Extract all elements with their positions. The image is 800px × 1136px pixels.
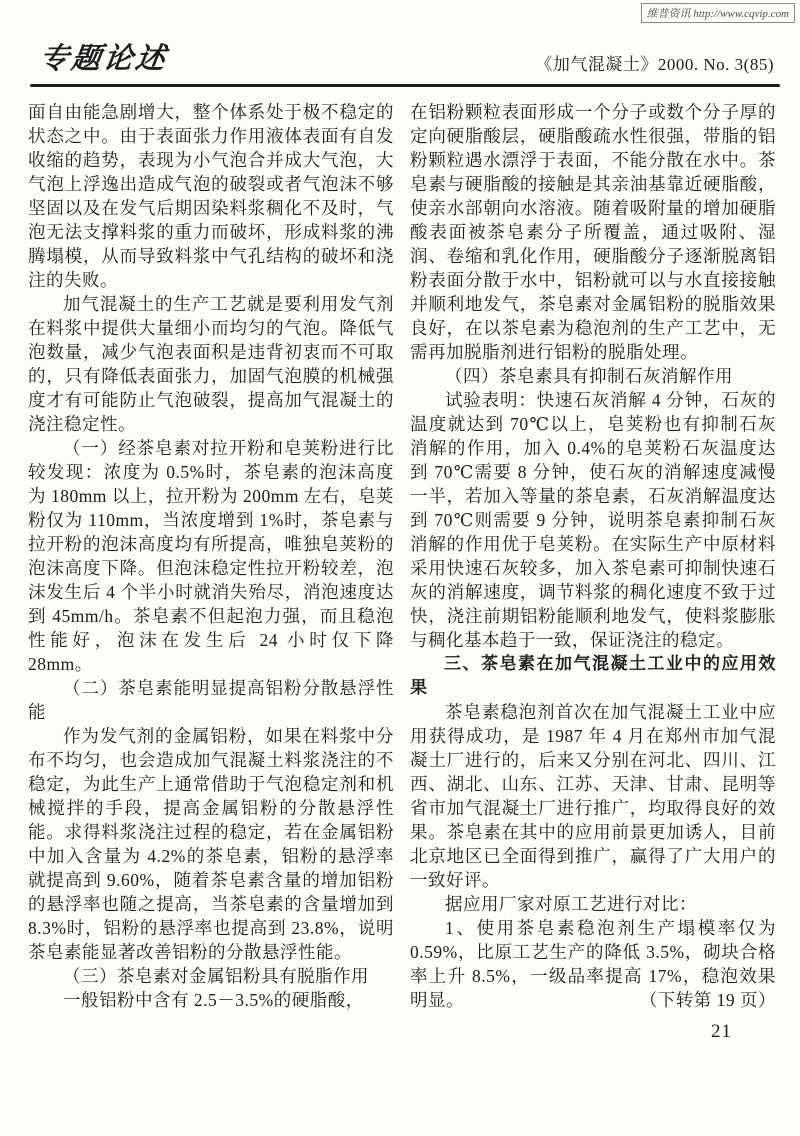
page-number: 21 <box>711 1021 732 1042</box>
body-paragraph: 作为发气剂的金属铝粉，如果在料浆中分布不均匀，也会造成加气混凝土料浆浇注的不稳定，为此生产上通常借助于气泡稳定剂和机械搅拌的手段，提高金属铝粉的分散悬浮性能。求得料浆浇注过程的稳定，若在金属铝粉中加入含量为 4.2%的茶皂素，铝粉的悬浮率就提高到 9.60%，随着茶皂素含量的增加铝粉的悬浮率也随之提高，当茶皂素的含量增加到 8.3%时，铝粉的悬浮率也提高到 23.8%，说明茶皂素能显著改善铝粉的分散悬浮性能。 <box>28 726 394 962</box>
body-paragraph: 试验表明：快速石灰消解 4 分钟，石灰的温度就达到 70℃以上，皂荚粉也有抑制石灰消解的作用，加入 0.4%的皂荚粉石灰温度达到 70℃需要 8 分钟，使石灰的消解速度减慢一半，若加入等量的茶皂素，石灰消解温度达到 70℃则需要 9 分钟，说明茶皂素抑制石灰消解的作用优于皂荚粉。在实际生产中原材料采用快速石灰较多，加入茶皂素可抑制快速石灰的消解速度，调节料浆的稠化速度不致于过快，浇注前期铝粉能顺利地发气，使料浆膨胀与稠化基本趋于一致，保证浇注的稳定。 <box>410 390 776 650</box>
subsection-heading-3: （三）茶皂素对金属铝粉具有脱脂作用 <box>63 966 369 986</box>
continuation-note: （下转第 19 页） <box>639 990 776 1010</box>
body-paragraph: 据应用厂家对原工艺进行对比： <box>445 894 697 914</box>
subsection-heading-2: （二）茶皂素能明显提高铝粉分散悬浮性能 <box>28 678 394 722</box>
left-column <box>28 100 394 1044</box>
body-paragraph <box>410 916 776 1012</box>
two-column-body <box>0 87 800 1044</box>
body-paragraph: 茶皂素稳泡剂首次在加气混凝土工业中应用获得成功，是 1987 年 4 月在郑州市加气混凝土厂进行的，后来又分别在河北、四川、江西、湖北、山东、江苏、天津、甘肃、昆明等省市加气混凝土厂进行推广，均取得良好的效果。茶皂素在其中的应用前景更加诱人，目前北京地区已全面得到推广，赢得了广大用户的一致好评。 <box>410 702 776 890</box>
body-paragraph: 面自由能急剧增大，整个体系处于极不稳定的状态之中。由于表面张力作用液体表面有自发收缩的趋势，表现为小气泡合并成大气泡，大气泡上浮逸出造成气泡的破裂或者气泡沫不够坚固以及在发气后期因染料浆稠化不及时，气泡无法支撑料浆的重力而破坏，形成料浆的沸腾塌模，从而导致料浆中气孔结构的破坏和浇注的失败。 <box>28 102 394 290</box>
journal-issue-info: 《加气混凝土》2000. No. 3(85) <box>535 55 774 74</box>
subsection-heading-4: （四）茶皂素具有抑制石灰消解作用 <box>445 366 733 386</box>
right-column <box>410 100 776 1044</box>
body-paragraph: 在铝粉颗粒表面形成一个分子或数个分子厚的定向硬脂酸层，硬脂酸疏水性很强，带脂的铝粉颗粒遇水漂浮于表面，不能分散在水中。茶皂素与硬脂酸的接触是其亲油基靠近硬脂酸，使亲水部朝向水溶液。随着吸附量的增加硬脂酸表面被茶皂素分子所覆盖，通过吸附、湿润、卷缩和乳化作用，硬脂酸分子逐渐脱离铝粉表面分散于水中，铝粉就可以与水直接接触并顺利地发气，茶皂素对金属铝粉的脱脂效果良好，在以茶皂素为稳泡剂的生产工艺中，无需再加脱脂剂进行铝粉的脱脂处理。 <box>410 102 776 362</box>
body-paragraph: 一般铝粉中含有 2.5－3.5%的硬脂酸， <box>63 990 364 1010</box>
body-paragraph: 加气混凝土的生产工艺就是要利用发气剂在料浆中提供大量细小而均匀的气泡。降低气泡数量，减少气泡表面积是违背初衷而不可取的，只有降低表面张力，加固气泡膜的机械强度才有可能防止气泡破裂，提高加气混凝土的浇注稳定性。 <box>28 294 394 434</box>
section-heading-3: 三、茶皂素在加气混凝土工业中的应用效果 <box>410 654 776 698</box>
body-paragraph-text: 1、使用茶皂素稳泡剂生产塌模率仅为 0.59%，比原工艺生产的降低 3.5%，砌块合格率上升 8.5%，一级品率提高 17%，稳泡效果明显。 <box>410 918 776 1010</box>
column-section-label: 专题论述 <box>37 43 170 75</box>
body-paragraph: （一）经茶皂素对拉开粉和皂荚粉进行比较发现：浓度为 0.5%时，茶皂素的泡沫高度为 180mm 以上，拉开粉为 200mm 左右，皂荚粉仅为 110mm，当浓度增到 1%时，茶皂素与拉开粉的泡沫高度均有所提高，唯独皂荚粉的泡沫高度下降。但泡沫稳定性拉开粉较差，泡沫发生后 4 个半小时就消失殆尽，消泡速度达到 45mm/h。茶皂素不但起泡力强，而且稳泡性能好，泡沫在发生后 24 小时仅下降 28mm。 <box>28 438 394 674</box>
cqvip-watermark-stamp: 维普资讯 http://www.cqvip.com <box>641 3 795 23</box>
